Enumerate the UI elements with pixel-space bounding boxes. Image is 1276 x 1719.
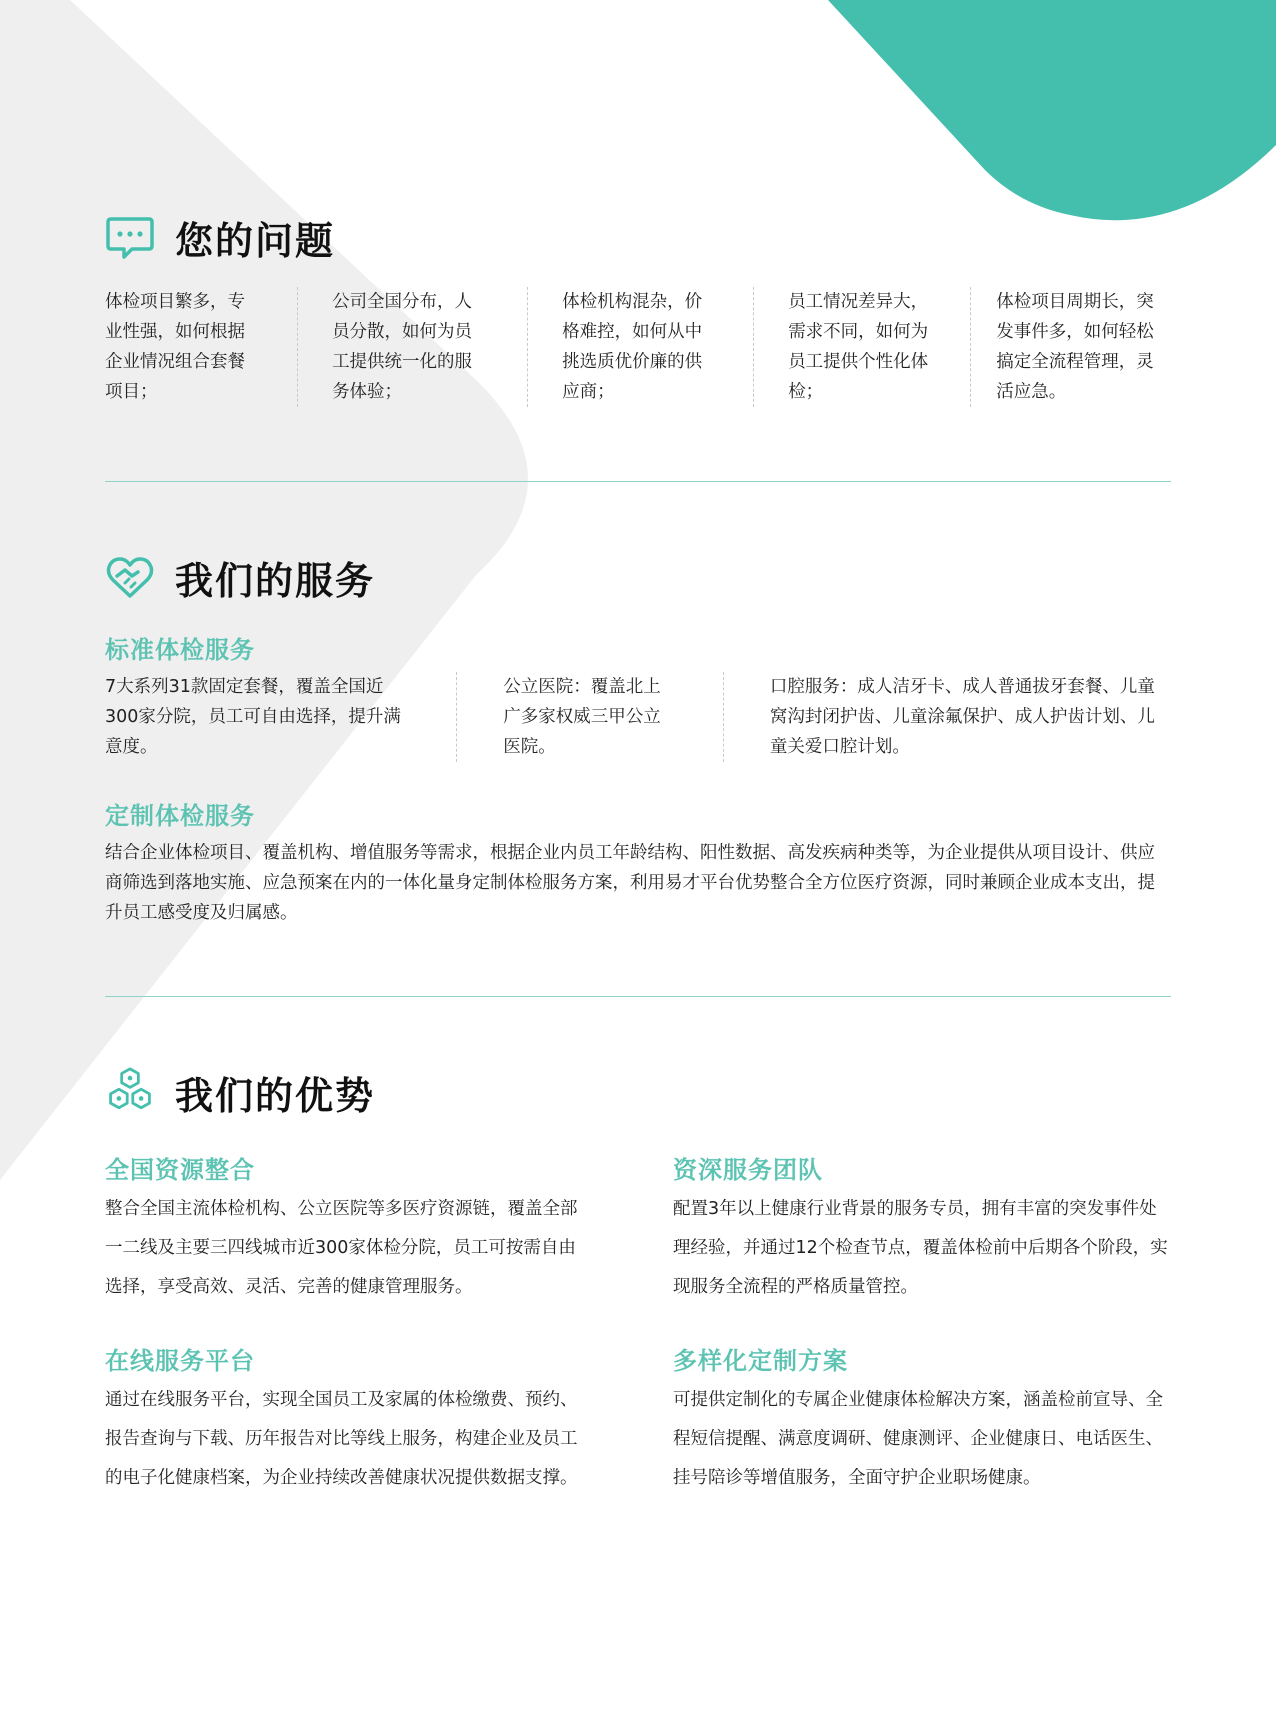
chat-bubble-icon — [105, 212, 155, 262]
advantage-text: 整合全国主流体检机构、公立医院等多医疗资源链，覆盖全部一二线及主要三四线城市近300家体检分院，员工可按需自由选择，享受高效、灵活、完善的健康管理服务。 — [105, 1199, 578, 1297]
custom-service-title: 定制体检服务 — [105, 802, 255, 830]
advantage-title: 全国资源整合 — [105, 1156, 255, 1184]
advantage-title: 在线服务平台 — [105, 1347, 255, 1375]
hexagon-cubes-icon — [105, 1067, 155, 1117]
section-divider — [105, 996, 1171, 997]
problem-item: 体检项目周期长，突发事件多，如何轻松搞定全流程管理，灵活应急。 — [970, 287, 1171, 407]
problem-item: 员工情况差异大，需求不同，如何为员工提供个性化体检； — [753, 287, 945, 407]
services-header — [105, 549, 375, 605]
problem-item: 体检项目繁多，专业性强，如何根据企业情况组合套餐项目； — [105, 292, 245, 402]
heart-handshake-icon — [105, 552, 155, 602]
standard-service-item: 公立医院：覆盖北上广多家权威三甲公立医院。 — [456, 672, 673, 762]
standard-service-list — [105, 672, 1171, 762]
problems-header — [105, 209, 335, 265]
section-divider — [105, 481, 1171, 482]
advantage-title: 资深服务团队 — [673, 1156, 823, 1184]
advantage-title: 多样化定制方案 — [673, 1347, 848, 1375]
problems-list — [105, 287, 1171, 407]
custom-service-text: 结合企业体检项目、覆盖机构、增值服务等需求，根据企业内员工年龄结构、阳性数据、高发疾病种类等，为企业提供从项目设计、供应商筛选到落地实施、应急预案在内的一体化量身定制体检服务方案，利用易才平台优势整合全方位医疗资源，同时兼顾企业成本支出，提升员工感受度及归属感。 — [105, 843, 1155, 923]
advantages-header — [105, 1064, 375, 1120]
standard-service-title: 标准体检服务 — [105, 636, 255, 664]
advantage-text: 通过在线服务平台，实现全国员工及家属的体检缴费、预约、报告查询与下载、历年报告对比等线上服务，构建企业及员工的电子化健康档案，为企业持续改善健康状况提供数据支撑。 — [105, 1390, 578, 1488]
advantage-text: 配置3年以上健康行业背景的服务专员，拥有丰富的突发事件处理经验，并通过12个检查节点，覆盖体检前中后期各个阶段，实现服务全流程的严格质量管控。 — [673, 1199, 1168, 1297]
services-title: 我们的服务 — [175, 558, 376, 603]
advantages-title: 我们的优势 — [175, 1073, 376, 1118]
problems-title: 您的问题 — [175, 218, 336, 263]
standard-service-item: 口腔服务：成人洁牙卡、成人普通拔牙套餐、儿童窝沟封闭护齿、儿童涂氟保护、成人护齿计划、儿童关爱口腔计划。 — [723, 672, 1171, 762]
standard-service-item: 7大系列31款固定套餐，覆盖全国近300家分院，员工可自由选择，提升满意度。 — [105, 677, 401, 757]
problem-item: 体检机构混杂，价格难控，如何从中挑选质优价廉的供应商； — [527, 287, 719, 407]
advantage-text: 可提供定制化的专属企业健康体检解决方案，涵盖检前宣导、全程短信提醒、满意度调研、健康测评、企业健康日、电话医生、挂号陪诊等增值服务，全面守护企业职场健康。 — [673, 1390, 1163, 1488]
problem-item: 公司全国分布，人员分散，如何为员工提供统一化的服务体验； — [297, 287, 489, 407]
